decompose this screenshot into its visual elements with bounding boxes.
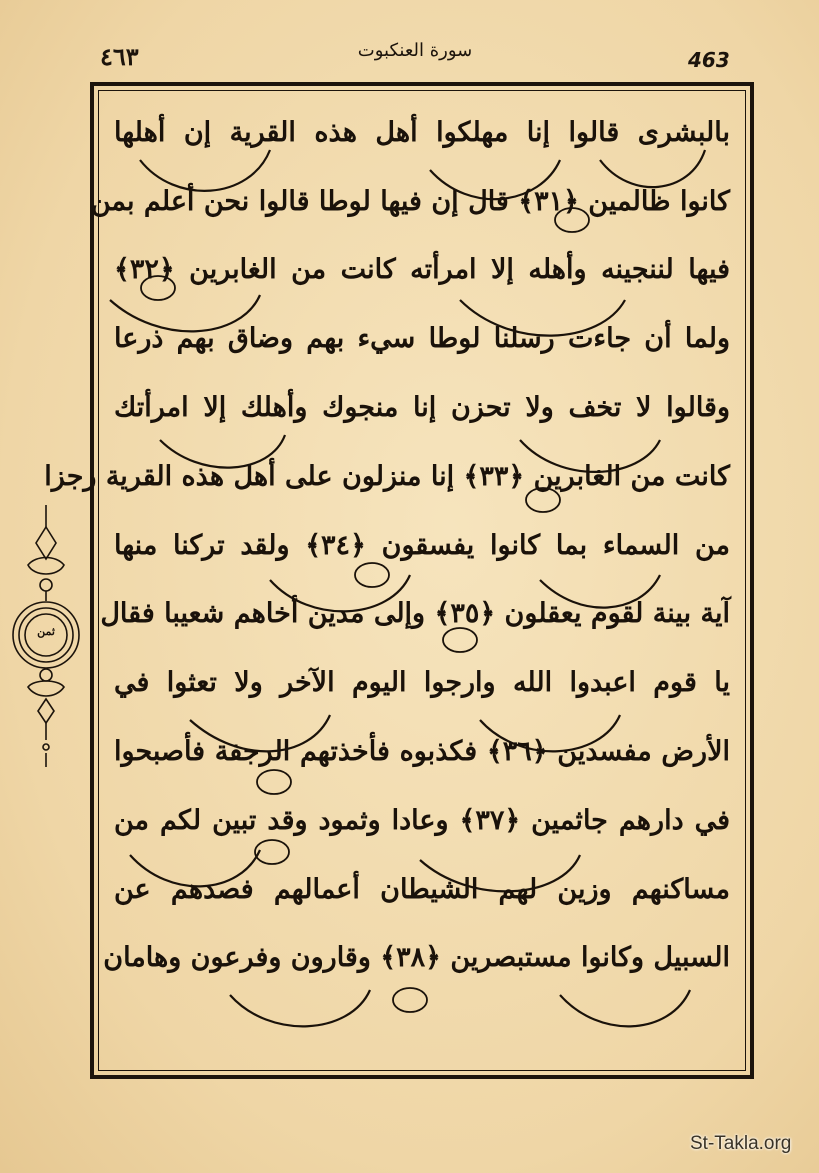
verse-line-1: بالبشرى قالوا إنا مهلكوا أهل هذه القرية إن أهلها (114, 116, 730, 148)
watermark: St-Takla.org (690, 1133, 792, 1154)
margin-ornament-icon (10, 505, 82, 775)
verse-line-8: آية بينة لقوم يعقلون ﴿٣٥﴾ وإلى مدين أخاهم شعيبا فقال (100, 598, 730, 630)
page-number-arabic: ٤٦٣ (100, 42, 139, 71)
verse-line-11: في دارهم جاثمين ﴿٣٧﴾ وعادا وثمود وقد تبين لكم من (114, 804, 730, 836)
verse-line-5: وقالوا لا تخف ولا تحزن إنا منجوك وأهلك إلا امرأتك (114, 392, 730, 424)
page-number-latin: 463 (688, 48, 730, 72)
verse-line-10: الأرض مفسدين ﴿٣٦﴾ فكذبوه فأخذتهم الرجفة فأصبحوا (114, 736, 730, 768)
verse-line-13: السبيل وكانوا مستبصرين ﴿٣٨﴾ وقارون وفرعون وهامان (103, 942, 730, 974)
margin-marker-label: ثمن (37, 625, 55, 638)
verse-line-7: من السماء بما كانوا يفسقون ﴿٣٤﴾ ولقد تركنا منها (114, 529, 730, 561)
verse-line-9: يا قوم اعبدوا الله وارجوا اليوم الآخر ولا تعثوا في (114, 667, 730, 699)
verse-line-4: ولما أن جاءت رسلنا لوطا سيء بهم وضاق بهم ذرعا (114, 323, 730, 355)
verse-line-12: مساكنهم وزين لهم الشيطان أعمالهم فصدهم عن (114, 873, 730, 905)
verse-line-2: كانوا ظالمين ﴿٣١﴾ قال إن فيها لوطا قالوا نحن أعلم بمن (90, 185, 730, 217)
verse-line-3: فيها لننجينه وأهله إلا امرأته كانت من الغابرين ﴿٣٢﴾ (114, 254, 730, 286)
surah-title: سورة العنكبوت (357, 40, 473, 61)
verse-line-6: كانت من الغابرين ﴿٣٣﴾ إنا منزلون على أهل هذه القرية رجزا (44, 460, 730, 492)
